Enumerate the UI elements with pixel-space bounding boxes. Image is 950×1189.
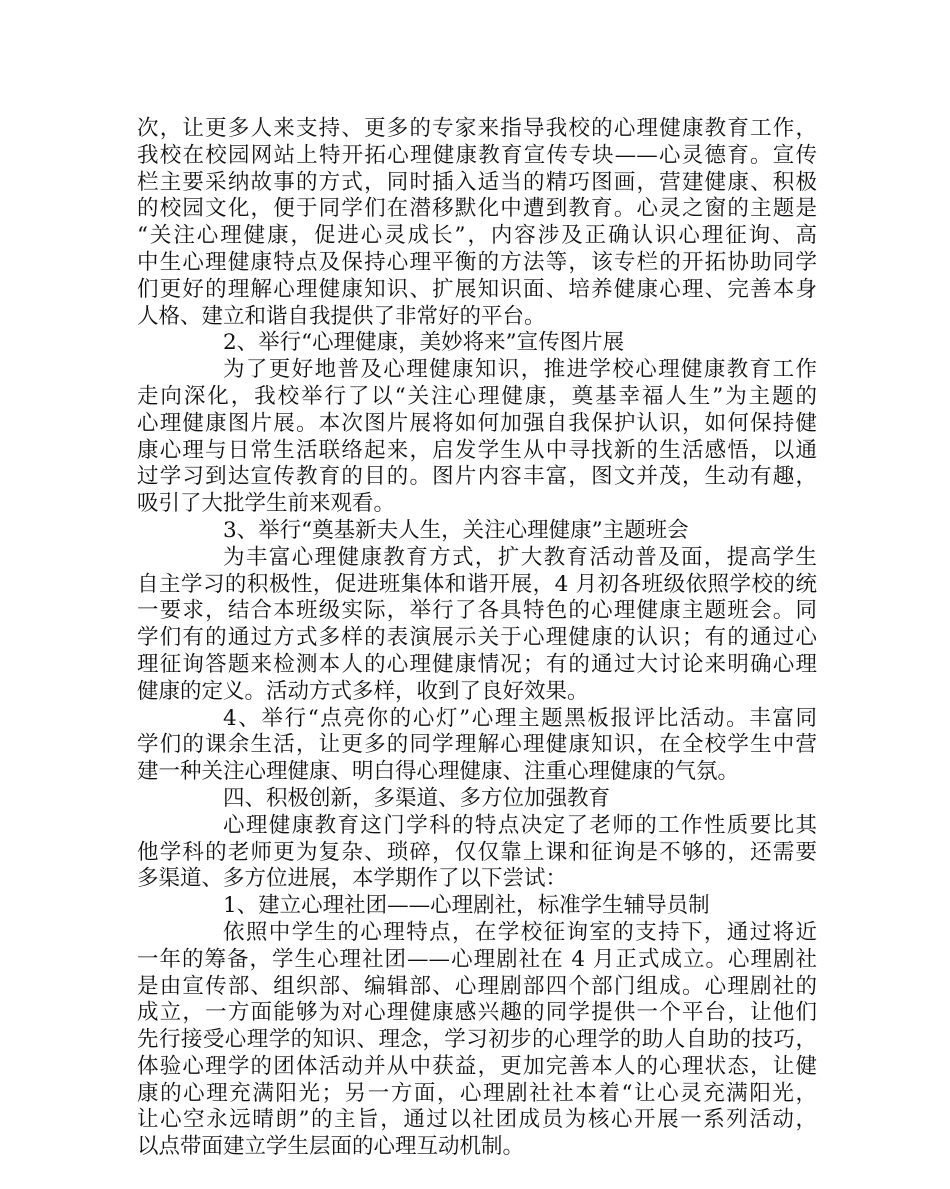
paragraph-line: 让心空永远晴朗”的主旨，通过以社团成员为核心开展一系列活动， (137, 1107, 817, 1133)
paragraph-line: 成立，一方面能够为对心理健康感兴趣的同学提供一个平台，让他们 (137, 1000, 817, 1026)
paragraph-line: 中生心理健康特点及保持心理平衡的方法等，该专栏的开拓协助同学 (137, 249, 817, 275)
paragraph-first-line: 1、建立心理社团——心理剧社，标准学生辅导员制 (223, 893, 710, 919)
paragraph-line: 理征询答题来检测本人的心理健康情况；有的通过大讨论来明确心理 (137, 651, 817, 677)
paragraph-line: 吸引了大批学生前来观看。 (137, 491, 396, 517)
document-page (137, 116, 817, 1161)
paragraph-first-line: 依照中学生的心理特点，在学校征询室的支持下，通过将近 (223, 919, 817, 945)
paragraph-line: 的校园文化，便于同学们在潜移默化中遭到教育。心灵之窗的主题是 (137, 196, 817, 222)
paragraph-line: 自主学习的积极性，促进班集体和谐开展，4 月初各班级依照学校的统 (137, 571, 817, 597)
paragraph-line: 先行接受心理学的知识、理念，学习初步的心理学的助人自助的技巧， (137, 1027, 817, 1053)
paragraph-line: 次，让更多人来支持、更多的专家来指导我校的心理健康教育工作， (137, 116, 817, 141)
paragraph-first-line: 心理健康教育这门学科的特点决定了老师的工作性质要比其 (223, 812, 817, 838)
paragraph-line: 建一种关注心理健康、明白得心理健康、注重心理健康的气氛。 (137, 759, 740, 785)
paragraph-line: 一年的筹备，学生心理社团——心理剧社在 4 月正式成立。心理剧社 (137, 946, 817, 972)
paragraph-line: 人格、建立和谐自我提供了非常好的平台。 (137, 303, 546, 329)
paragraph-line: 学们的课余生活，让更多的同学理解心理健康知识，在全校学生中营 (137, 732, 817, 758)
paragraph-line: “关注心理健康，促进心灵成长”，内容涉及正确认识心理征询、高 (137, 223, 817, 249)
paragraph-first-line: 为了更好地普及心理健康知识，推进学校心理健康教育工作 (223, 357, 817, 383)
paragraph-line: 康的心理充满阳光；另一方面，心理剧社社本着“让心灵充满阳光， (137, 1080, 817, 1106)
paragraph-line: 过学习到达宣传教育的目的。图片内容丰富，图文并茂，生动有趣， (137, 464, 817, 490)
paragraph-line: 多渠道、多方位进展，本学期作了以下尝试： (137, 866, 568, 892)
paragraph-line: 是由宣传部、组织部、编辑部、心理剧部四个部门组成。心理剧社的 (137, 973, 817, 999)
paragraph-first-line: 2、举行“心理健康，美妙将来”宣传图片展 (223, 330, 625, 356)
paragraph-line: 栏主要采纳故事的方式，同时插入适当的精巧图画，营建健康、积极 (137, 169, 817, 195)
paragraph-line: 走向深化，我校举行了以“关注心理健康，奠基幸福人生”为主题的 (137, 383, 817, 409)
paragraph-first-line: 4、举行“点亮你的心灯”心理主题黑板报评比活动。丰富同 (223, 705, 817, 731)
paragraph-line: 康心理与日常生活联络起来，启发学生从中寻找新的生活感悟，以通 (137, 437, 817, 463)
paragraph-line: 我校在校园网站上特开拓心理健康教育宣传专块——心灵德育。宣传 (137, 142, 817, 168)
paragraph-line: 他学科的老师更为复杂、琐碎，仅仅靠上课和征询是不够的，还需要 (137, 839, 817, 865)
paragraph-first-line: 四、积极创新，多渠道、多方位加强教育 (223, 785, 611, 811)
paragraph-line: 学们有的通过方式多样的表演展示关于心理健康的认识；有的通过心 (137, 625, 817, 651)
paragraph-line: 一要求，结合本班级实际，举行了各具特色的心理健康主题班会。同 (137, 598, 817, 624)
paragraph-line: 健康的定义。活动方式多样，收到了良好效果。 (137, 678, 589, 704)
document-body (137, 116, 817, 1161)
paragraph-first-line: 为丰富心理健康教育方式，扩大教育活动普及面，提高学生 (223, 544, 817, 570)
paragraph-first-line: 3、举行“奠基新夫人生，关注心理健康”主题班会 (223, 517, 689, 543)
paragraph-line: 体验心理学的团体活动并从中获益，更加完善本人的心理状态，让健 (137, 1053, 817, 1079)
paragraph-line: 以点带面建立学生层面的心理互动机制。 (137, 1134, 525, 1160)
paragraph-line: 们更好的理解心理健康知识、扩展知识面、培养健康心理、完善本身 (137, 276, 817, 302)
paragraph-line: 心理健康图片展。本次图片展将如何加强自我保护认识，如何保持健 (137, 410, 817, 436)
